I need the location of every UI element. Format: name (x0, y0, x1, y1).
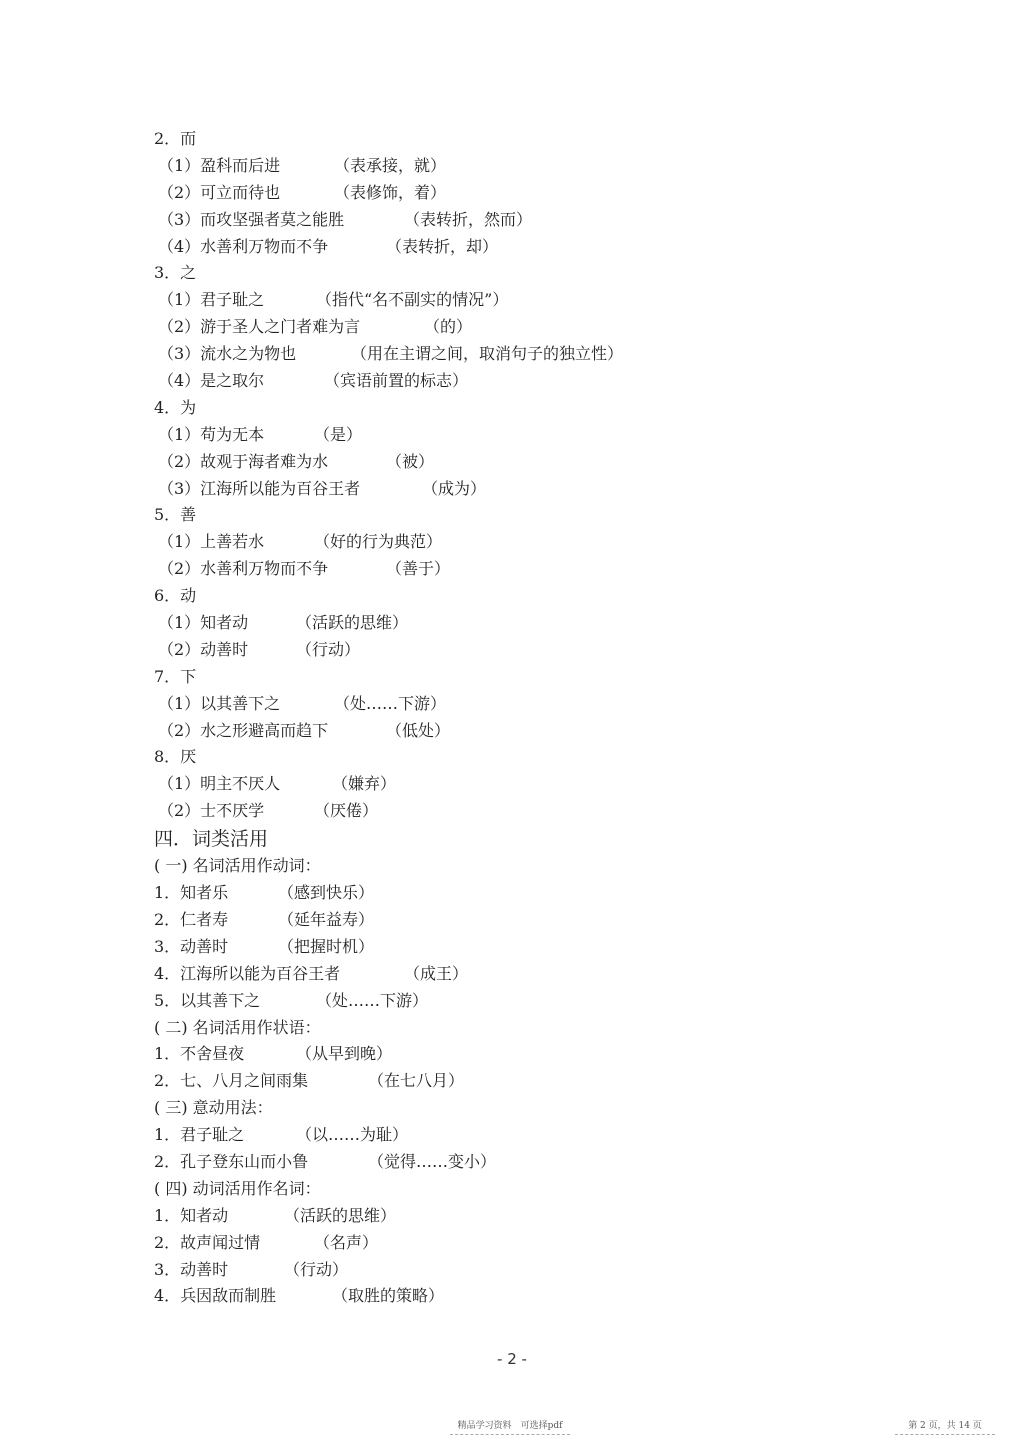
entry-note: （从早到晚） (296, 1044, 393, 1064)
subsection-heading (154, 1176, 874, 1203)
list-item (154, 368, 874, 395)
list-item (154, 341, 874, 368)
entry-note: （是） (314, 424, 363, 444)
list-item (154, 449, 874, 476)
entry-note: （指代“名不副实的情况”） (316, 290, 509, 310)
entry-note: （以……为耻） (296, 1125, 409, 1145)
entry-line (154, 934, 874, 961)
list-item (154, 153, 874, 180)
entry-text: （1）苟为无本 (158, 424, 265, 444)
entry-text: （4）水善利万物而不争 (158, 236, 329, 256)
entry-text: 4．江海所以能为百谷王者 (154, 963, 341, 983)
subsection-heading (154, 1015, 874, 1042)
entry-text: 3．之 (154, 263, 197, 283)
entry-text: ( 二) 名词活用作状语： (154, 1017, 321, 1037)
entry-text: 7．下 (154, 666, 197, 686)
list-item (154, 234, 874, 261)
footer-page-count-text: 第 2 页，共 14 页 (908, 1421, 982, 1431)
entry-text: （1）君子耻之 (158, 290, 265, 310)
entry-line (154, 1068, 874, 1095)
list-item (154, 691, 874, 718)
entry-text: 5．善 (154, 505, 197, 525)
entry-line (154, 1230, 874, 1257)
entry-line (154, 961, 874, 988)
list-item (154, 637, 874, 664)
entry-text: 4．为 (154, 397, 197, 417)
entry-text: ( 一) 名词活用作动词： (154, 856, 321, 876)
entry-note: （表承接，就） (334, 155, 447, 175)
entry-line (154, 126, 874, 153)
entry-text: （1）以其善下之 (158, 693, 281, 713)
entry-text: 2．故声闻过情 (154, 1232, 261, 1252)
section-title: 四．词类活用 (154, 828, 269, 851)
entry-note: （活跃的思维） (284, 1205, 397, 1225)
list-item (154, 529, 874, 556)
entry-note: （低处） (386, 720, 451, 740)
entry-line (154, 502, 874, 529)
entry-text: （1）盈科而后进 (158, 155, 281, 175)
entry-text: （2）士不厌学 (158, 801, 265, 821)
entry-note: （被） (386, 451, 435, 471)
entry-note: （用在主谓之间，取消句子的独立性） (351, 344, 624, 364)
entry-note: （在七八月） (368, 1071, 465, 1091)
list-item (154, 610, 874, 637)
entry-text: ( 四) 动词活用作名词： (154, 1178, 321, 1198)
entry-line (154, 907, 874, 934)
entry-text: 8．厌 (154, 747, 197, 767)
entry-note: （宾语前置的标志） (324, 371, 469, 391)
entry-note: （活跃的思维） (296, 613, 409, 633)
entry-note: （延年益寿） (278, 909, 375, 929)
page-number: - 2 - (497, 1350, 527, 1368)
entry-line (154, 260, 874, 287)
entry-note: （成为） (422, 478, 487, 498)
entry-note: （表转折，却） (386, 236, 499, 256)
entry-line (154, 1283, 874, 1310)
entry-text: （3）流水之为物也 (158, 344, 297, 364)
entry-note: （行动） (296, 639, 361, 659)
entry-text: 3．动善时 (154, 1259, 229, 1279)
entry-note: （处……下游） (316, 990, 429, 1010)
entry-text: （2）水善利万物而不争 (158, 559, 329, 579)
entry-note: （名声） (314, 1232, 379, 1252)
entry-line (154, 880, 874, 907)
entry-text: （1）上善若水 (158, 532, 265, 552)
entry-note: （嫌弃） (332, 774, 397, 794)
list-item (154, 314, 874, 341)
entry-line (154, 1203, 874, 1230)
entry-text: （2）游于圣人之门者难为言 (158, 317, 361, 337)
entry-line (154, 1041, 874, 1068)
list-item (154, 287, 874, 314)
footer-divider (450, 1434, 570, 1435)
list-item (154, 207, 874, 234)
list-item (154, 422, 874, 449)
entry-text: 1．知者动 (154, 1205, 229, 1225)
notes-content (154, 126, 874, 1310)
entry-text: （2）可立而待也 (158, 182, 281, 202)
entry-text: 3．动善时 (154, 936, 229, 956)
entry-text: 6．动 (154, 586, 197, 606)
entry-text: 2．而 (154, 129, 197, 148)
entry-note: （厌倦） (314, 801, 379, 821)
entry-note: （好的行为典范） (314, 532, 443, 552)
entry-note: （把握时机） (278, 936, 375, 956)
entry-line (154, 583, 874, 610)
entry-note: （的） (424, 317, 473, 337)
entry-text: （1）知者动 (158, 613, 249, 633)
entry-note: （成王） (404, 963, 469, 983)
entry-note: （行动） (284, 1259, 349, 1279)
entry-note: （感到快乐） (278, 883, 375, 903)
list-item (154, 771, 874, 798)
entry-text: （2）动善时 (158, 639, 249, 659)
entry-text: 1．君子耻之 (154, 1125, 245, 1145)
entry-note: （觉得……变小） (368, 1151, 497, 1171)
footer-page-count (880, 1418, 1010, 1435)
entry-line (154, 744, 874, 771)
entry-text: （4）是之取尔 (158, 371, 265, 391)
list-item (154, 476, 874, 503)
entry-text: 5．以其善下之 (154, 990, 261, 1010)
entry-note: （表转折，然而） (404, 209, 533, 229)
list-item (154, 718, 874, 745)
list-item (154, 798, 874, 825)
entry-note: （处……下游） (334, 693, 447, 713)
entry-note: （表修饰，着） (334, 182, 447, 202)
entry-line (154, 664, 874, 691)
entry-text: 1．知者乐 (154, 883, 229, 903)
entry-text: 4．兵因敌而制胜 (154, 1286, 277, 1306)
subsection-heading (154, 1095, 874, 1122)
entry-text: （2）水之形避高而趋下 (158, 720, 329, 740)
entry-text: （3）而攻坚强者莫之能胜 (158, 209, 345, 229)
entry-text: ( 三) 意动用法： (154, 1098, 273, 1118)
entry-note: （取胜的策略） (332, 1286, 445, 1306)
entry-text: 2．孔子登东山而小鲁 (154, 1151, 309, 1171)
entry-line (154, 988, 874, 1015)
footer-watermark-text: 精品学习资料 可选择pdf (457, 1421, 563, 1431)
entry-line (154, 395, 874, 422)
footer-divider (895, 1434, 995, 1435)
entry-text: 2．仁者寿 (154, 909, 229, 929)
entry-note: （善于） (386, 559, 451, 579)
entry-line (154, 1122, 874, 1149)
footer-watermark (430, 1418, 590, 1435)
list-item (154, 180, 874, 207)
entry-line (154, 1149, 874, 1176)
entry-text: （3）江海所以能为百谷王者 (158, 478, 361, 498)
subsection-heading (154, 853, 874, 880)
entry-text: （1）明主不厌人 (158, 774, 281, 794)
entry-text: 1．不舍昼夜 (154, 1044, 245, 1064)
entry-text: 2．七、八月之间雨集 (154, 1071, 309, 1091)
list-item (154, 556, 874, 583)
entry-text: （2）故观于海者难为水 (158, 451, 329, 471)
entry-line (154, 1257, 874, 1284)
